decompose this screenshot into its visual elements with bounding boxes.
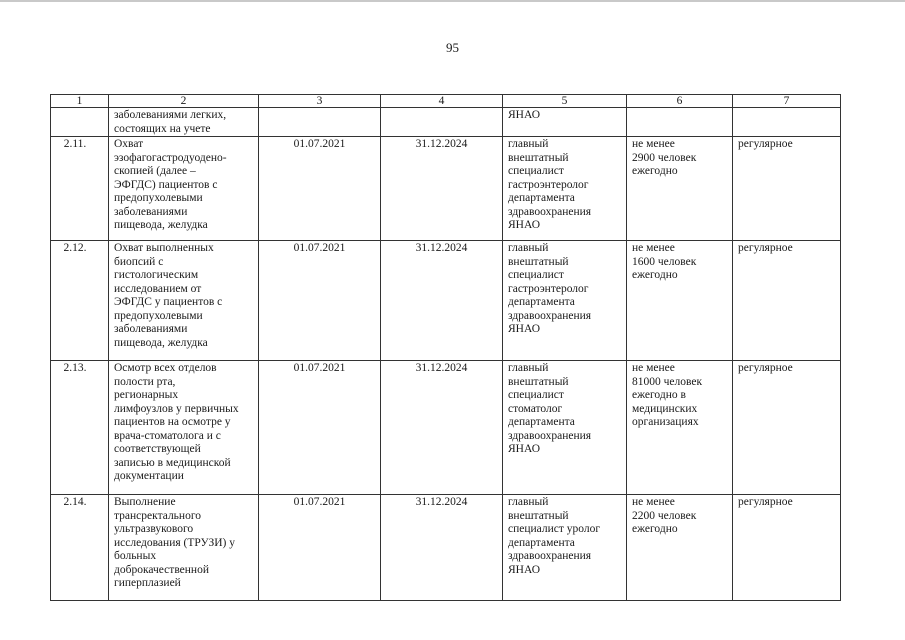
start-date-cell: 01.07.2021 xyxy=(259,241,381,361)
column-header: 1 xyxy=(51,95,109,108)
end-date-cell xyxy=(381,108,503,137)
table-row xyxy=(51,108,841,137)
responsible-cell: главный внештатный специалист уролог департамента здравоохранения ЯНАО xyxy=(503,495,627,601)
periodicity-cell: регулярное xyxy=(733,495,841,601)
column-header: 4 xyxy=(381,95,503,108)
periodicity-cell: регулярное xyxy=(733,241,841,361)
plan-table xyxy=(50,94,841,601)
end-date-cell: 31.12.2024 xyxy=(381,361,503,495)
start-date-cell: 01.07.2021 xyxy=(259,137,381,241)
responsible-cell: главный внештатный специалист стоматолог департамента здравоохранения ЯНАО xyxy=(503,361,627,495)
event-cell: заболеваниями легких, состоящих на учете xyxy=(109,108,259,137)
end-date-cell: 31.12.2024 xyxy=(381,137,503,241)
indicator-cell xyxy=(627,108,733,137)
column-header: 5 xyxy=(503,95,627,108)
column-header: 6 xyxy=(627,95,733,108)
page-number: 95 xyxy=(446,40,459,55)
periodicity-cell xyxy=(733,108,841,137)
row-number: 2.11. xyxy=(51,137,109,241)
start-date-cell xyxy=(259,108,381,137)
column-number-row xyxy=(51,95,841,108)
event-cell: Охват выполненных биопсий с гистологическим исследованием от ЭФГДС у пациентов с предопухолевыми заболеваниями пищевода, желудка xyxy=(109,241,259,361)
row-number: 2.12. xyxy=(51,241,109,361)
table-row xyxy=(51,495,841,601)
responsible-cell: ЯНАО xyxy=(503,108,627,137)
row-number: 2.14. xyxy=(51,495,109,601)
table-row xyxy=(51,361,841,495)
periodicity-cell: регулярное xyxy=(733,137,841,241)
column-header: 7 xyxy=(733,95,841,108)
event-cell: Осмотр всех отделов полости рта, регионарных лимфоузлов у первичных пациентов на осмотре у врача-стоматолога и с соответствующей записью в медицинской документации xyxy=(109,361,259,495)
indicator-cell: не менее 1600 человек ежегодно xyxy=(627,241,733,361)
responsible-cell: главный внештатный специалист гастроэнтеролог департамента здравоохранения ЯНАО xyxy=(503,241,627,361)
column-header: 3 xyxy=(259,95,381,108)
column-header: 2 xyxy=(109,95,259,108)
row-number xyxy=(51,108,109,137)
row-number: 2.13. xyxy=(51,361,109,495)
indicator-cell: не менее 2200 человек ежегодно xyxy=(627,495,733,601)
event-cell: Выполнение трансректального ультразвукового исследования (ТРУЗИ) у больных доброкачественной гиперплазией xyxy=(109,495,259,601)
responsible-cell: главный внештатный специалист гастроэнтеролог департамента здравоохранения ЯНАО xyxy=(503,137,627,241)
table-row xyxy=(51,137,841,241)
end-date-cell: 31.12.2024 xyxy=(381,495,503,601)
scan-top-edge xyxy=(0,0,905,2)
event-cell: Охват эзофагогастродуодено- скопией (далее – ЭФГДС) пациентов с предопухолевыми заболеваниями пищевода, желудка xyxy=(109,137,259,241)
periodicity-cell: регулярное xyxy=(733,361,841,495)
indicator-cell: не менее 2900 человек ежегодно xyxy=(627,137,733,241)
start-date-cell: 01.07.2021 xyxy=(259,495,381,601)
end-date-cell: 31.12.2024 xyxy=(381,241,503,361)
table-row xyxy=(51,241,841,361)
indicator-cell: не менее 81000 человек ежегодно в медицинских организациях xyxy=(627,361,733,495)
start-date-cell: 01.07.2021 xyxy=(259,361,381,495)
